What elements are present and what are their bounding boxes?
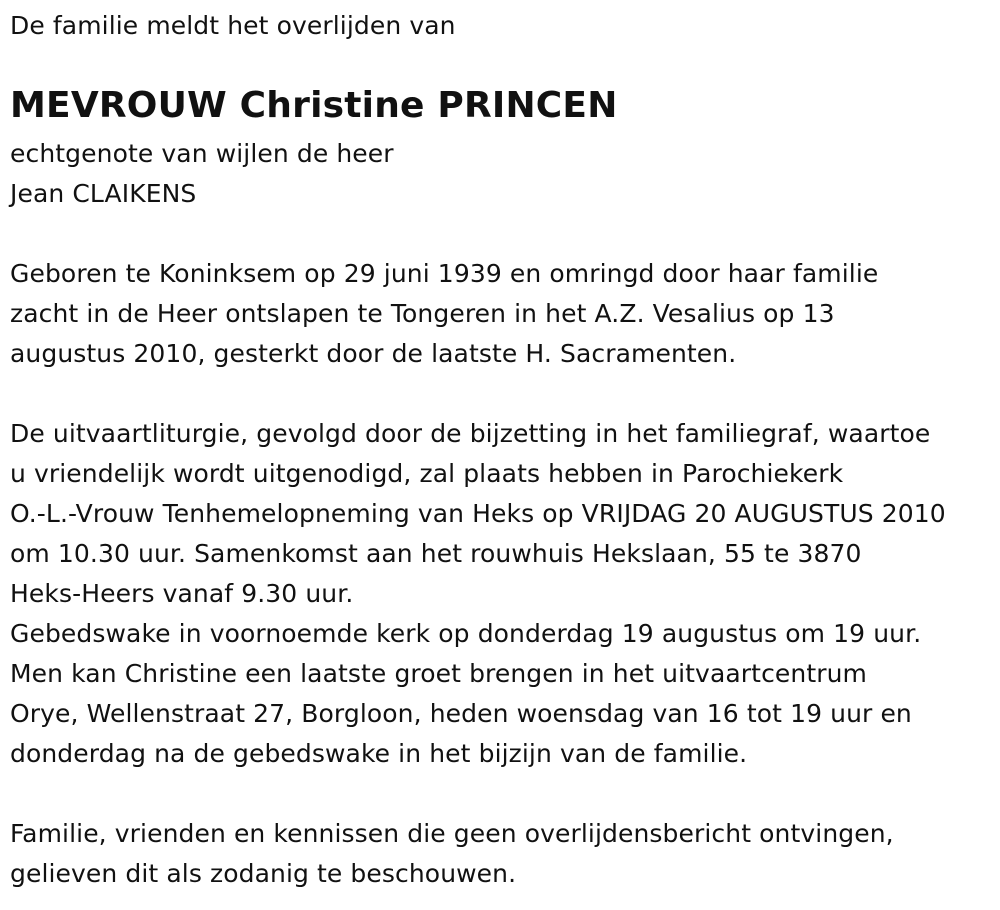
paragraph-line: donderdag na de gebedswake in het bijzijn van de familie. bbox=[10, 739, 748, 768]
paragraph-line: u vriendelijk wordt uitgenodigd, zal plaats hebben in Parochiekerk bbox=[10, 459, 844, 488]
spouse-line: echtgenote van wijlen de heer bbox=[10, 139, 394, 168]
paragraph-line: gelieven dit als zodanig te beschouwen. bbox=[10, 859, 517, 888]
paragraph-line: zacht in de Heer ontslapen te Tongeren in het A.Z. Vesalius op 13 bbox=[10, 299, 835, 328]
paragraph-line: Orye, Wellenstraat 27, Borgloon, heden woensdag van 16 tot 19 uur en bbox=[10, 699, 912, 728]
spouse-name: Jean CLAIKENS bbox=[10, 179, 197, 208]
deceased-name: MEVROUW Christine PRINCEN bbox=[10, 85, 618, 126]
spouse-info bbox=[10, 134, 394, 214]
closing-paragraph bbox=[10, 814, 894, 894]
paragraph-line: De uitvaartliturgie, gevolgd door de bijzetting in het familiegraf, waartoe bbox=[10, 419, 931, 448]
birth-death-paragraph bbox=[10, 254, 878, 374]
paragraph-line: Men kan Christine een laatste groet brengen in het uitvaartcentrum bbox=[10, 659, 868, 688]
paragraph-line: Geboren te Koninksem op 29 juni 1939 en omringd door haar familie bbox=[10, 259, 879, 288]
paragraph-line: O.-L.-Vrouw Tenhemelopneming van Heks op VRIJDAG 20 AUGUSTUS 2010 bbox=[10, 499, 946, 528]
paragraph-line: Gebedswake in voornoemde kerk op donderdag 19 augustus om 19 uur. bbox=[10, 619, 922, 648]
paragraph-line: augustus 2010, gesterkt door de laatste H. Sacramenten. bbox=[10, 339, 737, 368]
intro-line: De familie meldt het overlijden van bbox=[10, 11, 456, 40]
paragraph-line: om 10.30 uur. Samenkomst aan het rouwhuis Hekslaan, 55 te 3870 bbox=[10, 539, 862, 568]
paragraph-line: Heks-Heers vanaf 9.30 uur. bbox=[10, 579, 354, 608]
funeral-details-paragraph bbox=[10, 414, 946, 774]
paragraph-line: Familie, vrienden en kennissen die geen overlijdensbericht ontvingen, bbox=[10, 819, 894, 848]
